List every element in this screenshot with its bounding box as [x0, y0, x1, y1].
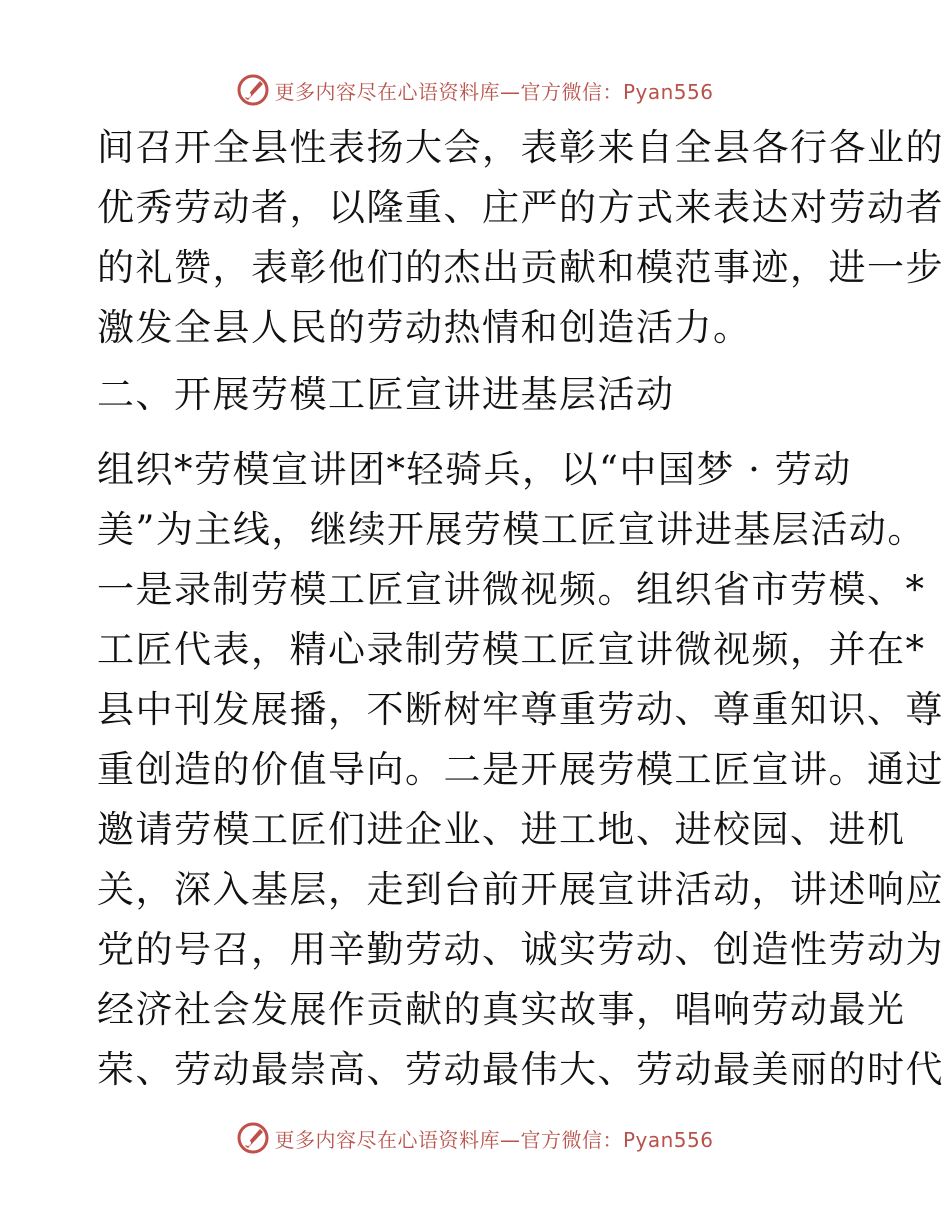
body-line-6: 美”为主线，继续开展劳模工匠宣讲进基层活动。 [97, 508, 926, 551]
body-line-3: 的礼赞，表彰他们的杰出贡献和模范事迹，进一步 [97, 246, 944, 289]
body-line-10: 重创造的价值导向。二是开展劳模工匠宣讲。通过 [97, 748, 944, 791]
brand-logo-icon [236, 1121, 270, 1155]
section-heading: 二、开展劳模工匠宣讲进基层活动 [97, 373, 675, 416]
body-line-8: 工匠代表，精心录制劳模工匠宣讲微视频，并在* [97, 628, 926, 671]
brand-logo-icon [236, 73, 270, 107]
body-line-11: 邀请劳模工匠们进企业、进工地、进校园、进机 [97, 808, 906, 851]
header-banner [0, 70, 950, 110]
body-line-5: 组织*劳模宣讲团*轻骑兵，以“中国梦 · 劳动 [97, 448, 852, 491]
body-line-9: 县中刊发展播，不断树牢尊重劳动、尊重知识、尊 [97, 688, 944, 731]
body-line-15: 荣、劳动最崇高、劳动最伟大、劳动最美丽的时代 [97, 1048, 944, 1091]
footer-banner-text: 更多内容尽在心语资料库—官方微信：Pyan556 [274, 1127, 714, 1152]
body-line-4: 激发全县人民的劳动热情和创造活力。 [97, 306, 752, 349]
body-line-14: 经济社会发展作贡献的真实故事，唱响劳动最光 [97, 988, 906, 1031]
header-banner-text: 更多内容尽在心语资料库—官方微信：Pyan556 [274, 79, 714, 104]
body-line-12: 关，深入基层，走到台前开展宣讲活动，讲述响应 [97, 868, 944, 911]
footer-banner [0, 1118, 950, 1158]
body-line-13: 党的号召，用辛勤劳动、诚实劳动、创造性劳动为 [97, 928, 944, 971]
body-line-1: 间召开全县性表扬大会，表彰来自全县各行各业的 [97, 126, 944, 169]
body-line-2: 优秀劳动者，以隆重、庄严的方式来表达对劳动者 [97, 186, 944, 229]
body-line-7: 一是录制劳模工匠宣讲微视频。组织省市劳模、* [97, 568, 926, 611]
